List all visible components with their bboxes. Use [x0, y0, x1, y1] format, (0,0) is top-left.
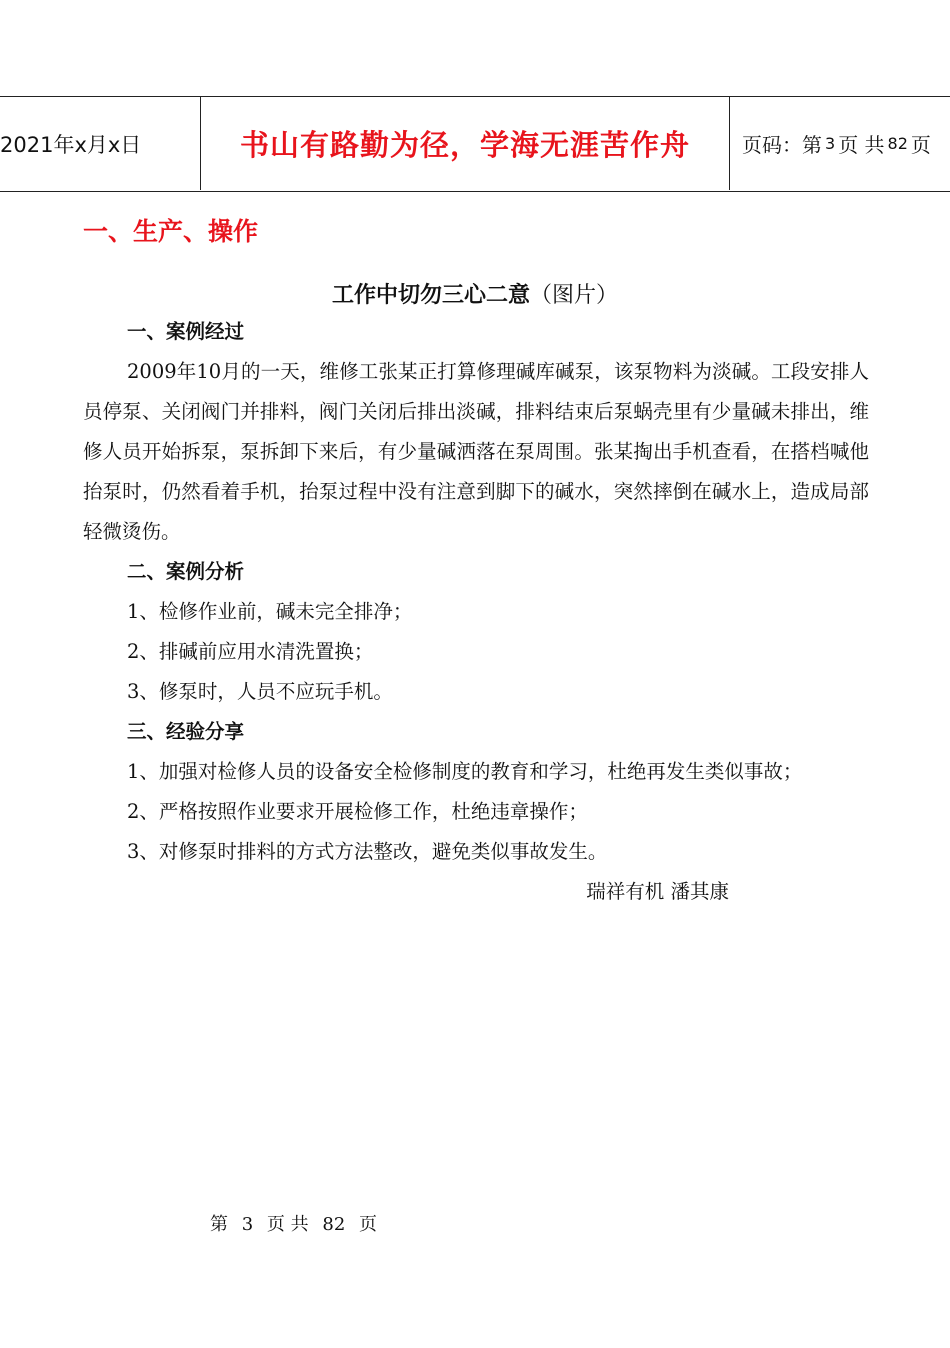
analysis-item: 1、检修作业前，碱未完全排净；: [127, 600, 413, 623]
signature: 瑞祥有机 潘其康: [586, 880, 729, 903]
section-title: 一、生产、操作: [83, 217, 259, 246]
page-header: [0, 96, 950, 192]
experience-item: 1、加强对检修人员的设备安全检修制度的教育和学习，杜绝再发生类似事故；: [127, 760, 803, 783]
header-page-suffix: 页: [910, 133, 931, 157]
experience-item: 2、严格按照作业要求开展检修工作，杜绝违章操作；: [127, 800, 588, 823]
document-title-text: 工作中切勿三心二意: [331, 283, 530, 308]
document-title-note: （图片）: [530, 283, 619, 308]
footer-suffix: 页: [359, 1214, 378, 1235]
footer-prefix: 第: [210, 1214, 228, 1235]
header-page-current: 3: [825, 134, 836, 153]
footer-total: 82: [322, 1214, 346, 1235]
analysis-item: 3、修泵时，人员不应玩手机。: [127, 680, 393, 703]
header-date: 2021年x月x日: [0, 132, 142, 157]
analysis-heading: 二、案例分析: [127, 560, 245, 583]
header-page-number: [742, 97, 950, 190]
document-body: [83, 312, 869, 912]
footer-current: 3: [241, 1214, 254, 1235]
case-heading: 一、案例经过: [127, 320, 245, 343]
document-title: [0, 278, 950, 309]
header-motto: 书山有路勤为径，学海无涯苦作舟: [200, 97, 730, 190]
header-page-prefix: 页码：第: [742, 133, 822, 157]
experience-heading: 三、经验分享: [127, 720, 245, 743]
case-paragraph: 2009年10月的一天，维修工张某正打算修理碱库碱泵，该泵物料为淡碱。工段安排人员停泵、关闭阀门并排料，阀门关闭后排出淡碱，排料结束后泵蜗壳里有少量碱未排出，维修人员开始拆泵，泵拆卸下来后，有少量碱洒落在泵周围。张某掏出手机查看，在搭档喊他抬泵时，仍然看着手机，抬泵过程中没有注意到脚下的碱水，突然摔倒在碱水上，造成局部轻微烫伤。: [83, 360, 869, 543]
footer-mid: 页 共: [266, 1214, 309, 1235]
header-page-mid: 页 共: [838, 133, 885, 157]
experience-item: 3、对修泵时排料的方式方法整改，避免类似事故发生。: [127, 840, 608, 863]
header-page-total: 82: [887, 134, 908, 153]
analysis-item: 2、排碱前应用水清洗置换；: [127, 640, 374, 663]
page-footer: [0, 1210, 950, 1236]
